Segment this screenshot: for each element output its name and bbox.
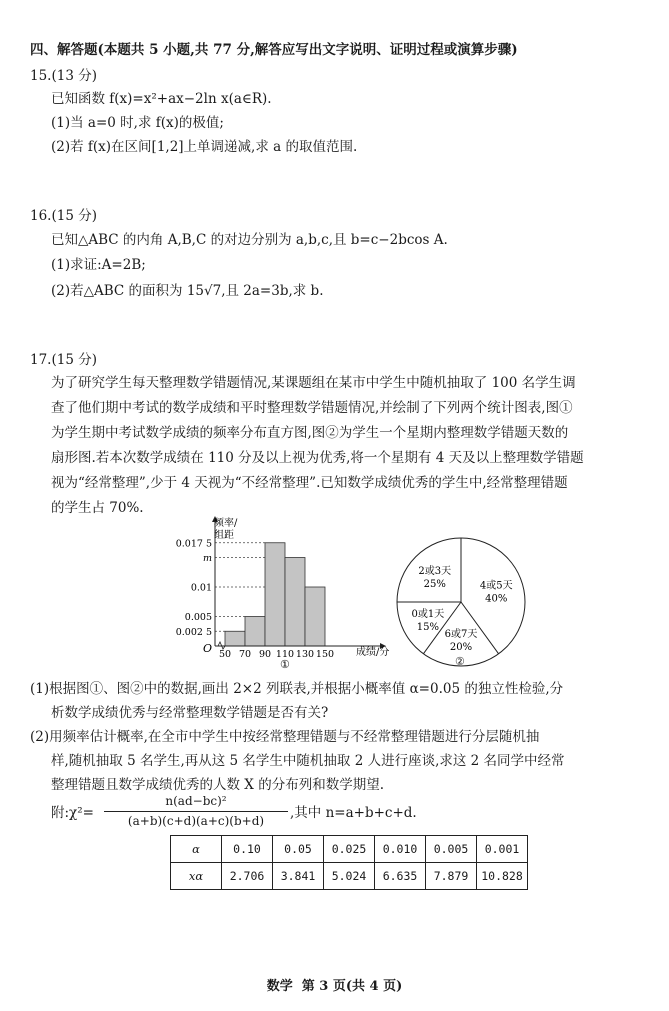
table-cell: 7.879	[426, 863, 477, 890]
table-cell: 10.828	[477, 863, 528, 890]
table-cell: 0.001	[477, 836, 528, 863]
histogram-x-tick-label: 50	[218, 649, 232, 660]
table-row	[171, 863, 528, 890]
pie-caption: ②	[455, 655, 465, 668]
formula-numerator: n(ad−bc)²	[165, 794, 227, 808]
q17-para-line: 的学生占 70%.	[51, 500, 144, 516]
histogram-y-ticks	[176, 538, 212, 638]
histogram-bar	[265, 543, 285, 646]
q15-part2: (2)若 f(x)在区间[1,2]上单调递减,求 a 的取值范围.	[51, 139, 358, 155]
q17-number: 17.(15 分)	[30, 352, 97, 368]
histogram-x-tick-label: 70	[238, 649, 252, 660]
table-cell: 0.05	[273, 836, 324, 863]
q17-para-line: 为了研究学生每天整理数学错题情况,某课题组在某市中学生中随机抽取了 100 名学生调	[51, 375, 576, 391]
histogram-bar	[245, 617, 265, 647]
q15-part1: (1)当 a=0 时,求 f(x)的极值;	[51, 115, 224, 131]
q16-number: 16.(15 分)	[30, 208, 97, 224]
q15-stem: 已知函数 f(x)=x²+ax−2ln x(a∈R).	[51, 91, 272, 107]
q17-para-line: 扇形图.若本次数学成绩在 110 分及以上视为优秀,将一个星期有 4 天及以上整理数学错题	[51, 450, 584, 466]
q17-para-line: 为学生期中考试数学成绩的频率分布直方图,图②为学生一个星期内整理数学错题天数的	[51, 425, 569, 441]
histogram-bar	[225, 631, 245, 646]
histogram-xlabel: 成绩/分	[356, 647, 390, 658]
histogram-y-tick-label: 0.005	[184, 612, 212, 623]
histogram-bar	[305, 587, 325, 646]
pie-slice-label: 6或7天	[444, 629, 478, 641]
histogram-x-tick-label: 110	[275, 649, 295, 660]
table-cell: 0.010	[375, 836, 426, 863]
q17-part2-line: (2)用频率估计概率,在全市中学生中按经常整理错题与不经常整理错题进行分层随机抽	[30, 729, 540, 745]
pie-slice-percent: 20%	[449, 642, 473, 654]
table-cell: 6.635	[375, 863, 426, 890]
histogram-bar	[285, 558, 305, 647]
histogram-y-tick-label: 0.017 5	[175, 538, 212, 550]
table-row	[171, 836, 528, 863]
page-footer: 数学 第 3 页(共 4 页)	[266, 979, 403, 994]
pie-slice-label: 0或1天	[411, 608, 445, 620]
histogram-y-tick-label: 0.01	[190, 582, 212, 594]
table-cell: 5.024	[324, 863, 375, 890]
histogram-caption: ①	[280, 658, 290, 671]
pie-slice-percent: 15%	[416, 621, 440, 633]
q17-part1-line: 析数学成绩优秀与经常整理数学错题是否有关?	[51, 705, 329, 721]
frequency-histogram	[175, 512, 392, 677]
pie-slice-label: 4或5天	[479, 580, 513, 592]
days-pie-chart	[393, 534, 529, 670]
histogram-ylabel: 频率/组距	[214, 518, 238, 541]
q17-para-line: 查了他们期中考试的数学成绩和平时整理数学错题情况,并绘制了下列两个统计图表,图①	[51, 400, 573, 416]
q16-part2: (2)若△ABC 的面积为 15√7,且 2a=3b,求 b.	[51, 283, 324, 299]
histogram-x-tick-label: 150	[315, 649, 335, 660]
appendix-prefix: 附:χ²=	[51, 805, 94, 821]
table-cell: 0.10	[222, 836, 273, 863]
critical-value-table	[170, 835, 528, 890]
formula-denominator: (a+b)(c+d)(a+c)(b+d)	[127, 814, 265, 828]
histogram-y-tick-label: m	[202, 553, 212, 564]
formula-suffix: ,其中 n=a+b+c+d.	[290, 805, 417, 821]
histogram-y-tick-label: 0.002 5	[175, 626, 212, 638]
histogram-origin: O	[203, 642, 213, 655]
histogram-x-tick-label: 130	[295, 649, 315, 660]
q17-part2-line: 样,随机抽取 5 名学生,再从这 5 名学生中随机抽取 2 人进行座谈,求这 2 名同学中经常	[51, 753, 565, 769]
q17-para-line: 视为“经常整理”,少于 4 天视为“不经常整理”.已知数学成绩优秀的学生中,经常整理错题	[51, 475, 568, 491]
q16-part1: (1)求证:A=2B;	[51, 257, 146, 273]
histogram-bars	[225, 543, 325, 646]
q15-number: 15.(13 分)	[30, 68, 97, 84]
table-cell: 0.025	[324, 836, 375, 863]
pie-slice-percent: 40%	[485, 593, 508, 605]
q16-stem: 已知△ABC 的内角 A,B,C 的对边分别为 a,b,c,且 b=c−2bcos A.	[51, 232, 448, 248]
section-heading: 四、解答题(本题共 5 小题,共 77 分,解答应写出文字说明、证明过程或演算步骤)	[30, 42, 518, 58]
histogram-x-ticks	[219, 649, 334, 660]
q17-part2-line: 整理错题且数学成绩优秀的人数 X 的分布列和数学期望.	[51, 777, 384, 793]
histogram-x-tick-label: 90	[258, 649, 272, 660]
pie-slice-percent: 25%	[423, 578, 446, 590]
table-row-header: xα	[171, 863, 222, 890]
table-row-header: α	[171, 836, 222, 863]
formula-fraction-bar	[104, 811, 288, 812]
q17-part1-line: (1)根据图①、图②中的数据,画出 2×2 列联表,并根据小概率值 α=0.05 的独立性检验,分	[30, 681, 564, 697]
table-cell: 2.706	[222, 863, 273, 890]
table-cell: 0.005	[426, 836, 477, 863]
pie-slice-label: 2或3天	[418, 565, 452, 577]
table-cell: 3.841	[273, 863, 324, 890]
